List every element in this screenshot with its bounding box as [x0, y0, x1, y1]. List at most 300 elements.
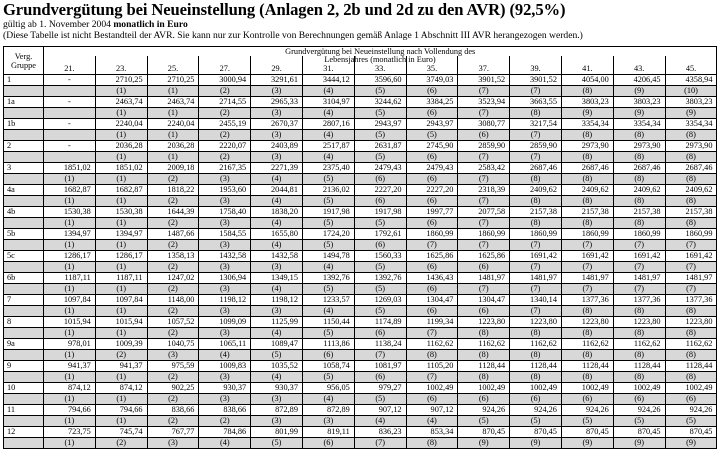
stage-row	[4, 86, 717, 97]
stage-cell: (3)	[199, 372, 251, 383]
age-span-header-line2: Lebensjahres (monatlich in Euro)	[324, 55, 436, 64]
salary-cell: 1002,49	[458, 383, 510, 394]
stage-cell: (6)	[561, 394, 613, 405]
salary-cell: 1349,15	[251, 273, 303, 284]
stage-cell	[44, 152, 96, 163]
salary-cell: 2687,46	[665, 163, 717, 174]
salary-cell: 1377,36	[561, 295, 613, 306]
stage-cell: (5)	[251, 438, 303, 449]
salary-cell: 1223,80	[613, 317, 665, 328]
age-label: 25.	[167, 64, 179, 73]
group-cell: 7	[4, 295, 44, 306]
stage-group-spacer	[4, 240, 44, 251]
salary-cell: 2409,62	[510, 185, 562, 196]
stage-cell: (8)	[561, 350, 613, 361]
stage-cell: (8)	[510, 350, 562, 361]
stage-cell: (4)	[302, 86, 354, 97]
age-label: 33.	[374, 64, 386, 73]
salary-cell: 1860,99	[510, 229, 562, 240]
salary-cell: 1040,75	[147, 339, 199, 350]
salary-cell: 1530,38	[44, 207, 96, 218]
stage-cell: (7)	[458, 174, 510, 185]
salary-cell: 2136,02	[302, 185, 354, 196]
table-row	[4, 251, 717, 262]
salary-cell: 2965,33	[251, 97, 303, 108]
stage-cell: (4)	[251, 240, 303, 251]
salary-cell: 1691,42	[510, 251, 562, 262]
stage-cell: (5)	[302, 196, 354, 207]
stage-group-spacer	[4, 218, 44, 229]
salary-cell: 1128,44	[561, 361, 613, 372]
salary-cell: 2670,37	[251, 119, 303, 130]
salary-cell: 1481,97	[665, 273, 717, 284]
salary-cell: 1089,47	[251, 339, 303, 350]
stage-cell: (2)	[147, 262, 199, 273]
stage-cell: (1)	[147, 152, 199, 163]
salary-cell: 2044,81	[251, 185, 303, 196]
group-header-line1: Verg.	[14, 51, 33, 61]
stage-cell: (8)	[561, 174, 613, 185]
stage-cell: (1)	[44, 240, 96, 251]
table-row	[4, 405, 717, 416]
stage-cell: (1)	[95, 394, 147, 405]
salary-cell: 3523,94	[458, 97, 510, 108]
stage-group-spacer	[4, 438, 44, 449]
stage-group-spacer	[4, 372, 44, 383]
salary-cell: 3803,23	[561, 97, 613, 108]
salary-cell: 979,27	[354, 383, 406, 394]
salary-cell: 2807,16	[302, 119, 354, 130]
salary-cell: 853,34	[406, 427, 458, 438]
salary-cell: 2463,74	[147, 97, 199, 108]
stage-cell: (6)	[354, 240, 406, 251]
salary-cell: 1002,49	[613, 383, 665, 394]
stage-cell: (1)	[44, 350, 96, 361]
age-label: 43.	[633, 64, 645, 73]
salary-cell: 2036,28	[95, 141, 147, 152]
stage-cell: (6)	[302, 438, 354, 449]
stage-row	[4, 240, 717, 251]
salary-cell: 930,37	[251, 383, 303, 394]
salary-cell: 1233,57	[302, 295, 354, 306]
stage-group-spacer	[4, 196, 44, 207]
salary-cell: 1792,61	[354, 229, 406, 240]
salary-cell: 1035,52	[251, 361, 303, 372]
salary-cell: 1113,86	[302, 339, 354, 350]
stage-cell: (1)	[95, 108, 147, 119]
stage-row	[4, 416, 717, 427]
salary-cell: 924,26	[458, 405, 510, 416]
stage-cell: (2)	[147, 416, 199, 427]
stage-cell: (5)	[251, 350, 303, 361]
stage-cell: (3)	[199, 394, 251, 405]
stage-row	[4, 306, 717, 317]
stage-cell: (7)	[665, 262, 717, 273]
salary-cell: 1286,17	[44, 251, 96, 262]
stage-cell: (1)	[44, 394, 96, 405]
table-row	[4, 427, 717, 438]
stage-cell: (2)	[199, 108, 251, 119]
stage-cell: (8)	[406, 438, 458, 449]
stage-group-spacer	[4, 262, 44, 273]
salary-table	[3, 46, 717, 449]
stage-cell: (6)	[406, 394, 458, 405]
salary-cell: 2583,42	[458, 163, 510, 174]
stage-cell: (1)	[44, 174, 96, 185]
salary-cell: 924,26	[613, 405, 665, 416]
group-cell: 5b	[4, 229, 44, 240]
stage-group-spacer	[4, 152, 44, 163]
stage-cell: (1)	[147, 108, 199, 119]
stage-cell: (8)	[665, 328, 717, 339]
stage-cell: (5)	[354, 130, 406, 141]
stage-cell: (3)	[199, 306, 251, 317]
group-cell: 1a	[4, 97, 44, 108]
stage-cell: (8)	[458, 328, 510, 339]
salary-cell: 872,89	[251, 405, 303, 416]
stage-cell: (8)	[665, 196, 717, 207]
stage-row	[4, 350, 717, 361]
salary-cell: 870,45	[510, 427, 562, 438]
salary-cell: 1128,44	[613, 361, 665, 372]
stage-cell: (1)	[44, 218, 96, 229]
stage-cell: (5)	[354, 262, 406, 273]
stage-cell: (2)	[199, 152, 251, 163]
stage-cell: (4)	[199, 350, 251, 361]
stage-cell: (3)	[199, 284, 251, 295]
group-cell: 4b	[4, 207, 44, 218]
stage-cell: (7)	[458, 284, 510, 295]
table-row	[4, 75, 717, 86]
stage-cell: (5)	[613, 416, 665, 427]
stage-cell: (2)	[147, 196, 199, 207]
salary-cell: 1002,49	[406, 383, 458, 394]
header-row-ages	[4, 56, 717, 75]
stage-cell: (8)	[613, 152, 665, 163]
stage-cell: (6)	[406, 284, 458, 295]
salary-cell: 1097,84	[95, 295, 147, 306]
stage-cell: (5)	[354, 284, 406, 295]
stage-cell: (8)	[665, 174, 717, 185]
stage-cell: (1)	[44, 284, 96, 295]
salary-cell: 794,66	[95, 405, 147, 416]
salary-cell: 3291,61	[251, 75, 303, 86]
salary-cell: 1148,00	[147, 295, 199, 306]
stage-cell: (8)	[665, 350, 717, 361]
stage-cell: (8)	[665, 130, 717, 141]
salary-cell: 3354,34	[561, 119, 613, 130]
salary-cell: 2973,90	[613, 141, 665, 152]
stage-cell: (6)	[354, 372, 406, 383]
stage-cell: (1)	[95, 86, 147, 97]
salary-cell: 1758,40	[199, 207, 251, 218]
salary-cell: 2859,90	[458, 141, 510, 152]
salary-cell: 1223,80	[458, 317, 510, 328]
table-row	[4, 163, 717, 174]
salary-cell: 870,45	[613, 427, 665, 438]
stage-cell: (1)	[95, 196, 147, 207]
salary-cell: 801,99	[251, 427, 303, 438]
stage-group-spacer	[4, 174, 44, 185]
stage-group-spacer	[4, 130, 44, 141]
stage-cell	[44, 130, 96, 141]
stage-cell	[44, 108, 96, 119]
stage-cell: (6)	[354, 328, 406, 339]
salary-cell: 1223,80	[510, 317, 562, 328]
stage-cell: (3)	[199, 328, 251, 339]
stage-group-spacer	[4, 86, 44, 97]
group-cell: 10	[4, 383, 44, 394]
salary-cell: 784,86	[199, 427, 251, 438]
salary-cell: 1432,58	[251, 251, 303, 262]
stage-cell: (9)	[613, 86, 665, 97]
salary-cell: 2631,87	[354, 141, 406, 152]
salary-cell: 1691,42	[613, 251, 665, 262]
salary-cell: 1058,74	[302, 361, 354, 372]
salary-cell: 1917,98	[354, 207, 406, 218]
salary-cell: 1187,11	[95, 273, 147, 284]
stage-cell: (6)	[406, 306, 458, 317]
salary-cell: 2240,04	[147, 119, 199, 130]
salary-cell: 3217,54	[510, 119, 562, 130]
salary-cell: 1162,62	[458, 339, 510, 350]
salary-cell: 1128,44	[458, 361, 510, 372]
stage-cell: (8)	[458, 350, 510, 361]
stage-row	[4, 130, 717, 141]
age-label: 39.	[530, 64, 541, 73]
stage-cell: (4)	[302, 306, 354, 317]
stage-cell: (6)	[354, 174, 406, 185]
salary-cell: 1860,99	[406, 229, 458, 240]
stage-cell: (8)	[561, 328, 613, 339]
salary-cell: 2157,38	[613, 207, 665, 218]
age-label: 23.	[116, 64, 127, 73]
stage-cell: (9)	[665, 438, 717, 449]
group-cell: 3	[4, 163, 44, 174]
salary-cell: 1138,24	[354, 339, 406, 350]
stage-cell: (2)	[199, 130, 251, 141]
stage-cell: (6)	[613, 394, 665, 405]
stage-cell: (2)	[147, 372, 199, 383]
stage-group-spacer	[4, 108, 44, 119]
stage-group-spacer	[4, 350, 44, 361]
stage-cell: (3)	[251, 152, 303, 163]
salary-cell: 3080,77	[458, 119, 510, 130]
stage-cell: (7)	[613, 262, 665, 273]
stage-cell: (1)	[95, 218, 147, 229]
salary-cell: 1269,03	[354, 295, 406, 306]
stage-cell: (7)	[458, 86, 510, 97]
salary-cell: 1162,62	[561, 339, 613, 350]
stage-cell: (7)	[510, 284, 562, 295]
stage-cell: (1)	[44, 438, 96, 449]
stage-cell: (1)	[95, 262, 147, 273]
stage-cell: (6)	[458, 130, 510, 141]
stage-cell: (1)	[44, 262, 96, 273]
stage-cell: (5)	[665, 416, 717, 427]
stage-cell: (9)	[561, 108, 613, 119]
stage-cell: (7)	[458, 152, 510, 163]
stage-group-spacer	[4, 416, 44, 427]
stage-cell: (7)	[613, 240, 665, 251]
age-label: 27.	[219, 64, 230, 73]
salary-cell: 2943,97	[406, 119, 458, 130]
stage-cell: (8)	[561, 372, 613, 383]
stage-cell: (4)	[251, 284, 303, 295]
salary-cell: 2409,62	[613, 185, 665, 196]
salary-cell: 1953,60	[199, 185, 251, 196]
stage-cell: (4)	[302, 108, 354, 119]
salary-cell: 956,05	[302, 383, 354, 394]
stage-cell: (5)	[302, 240, 354, 251]
salary-cell: 2859,90	[510, 141, 562, 152]
stage-cell: (8)	[510, 108, 562, 119]
salary-cell: 1560,33	[354, 251, 406, 262]
salary-cell: 1081,97	[354, 361, 406, 372]
salary-cell: 3901,52	[458, 75, 510, 86]
salary-cell: 1304,47	[458, 295, 510, 306]
salary-cell: 3596,60	[354, 75, 406, 86]
stage-row	[4, 372, 717, 383]
age-label: 31.	[323, 64, 334, 73]
salary-cell: 4054,00	[561, 75, 613, 86]
group-cell: 8	[4, 317, 44, 328]
stage-cell: (3)	[199, 174, 251, 185]
stage-cell: (6)	[458, 394, 510, 405]
salary-cell: 2479,43	[406, 163, 458, 174]
salary-cell: 2479,43	[354, 163, 406, 174]
age-label: 41.	[582, 64, 593, 73]
salary-cell: 872,89	[302, 405, 354, 416]
group-cell: 5c	[4, 251, 44, 262]
age-span-header-line1: Grundvergütung bei Neueinstellung nach Vollendung des	[285, 47, 476, 56]
stage-cell: (8)	[613, 306, 665, 317]
stage-cell: (9)	[510, 438, 562, 449]
salary-cell: 874,12	[95, 383, 147, 394]
stage-cell: (6)	[406, 152, 458, 163]
stage-row	[4, 284, 717, 295]
salary-cell: 1002,49	[510, 383, 562, 394]
stage-cell: (6)	[406, 196, 458, 207]
salary-cell: 4358,94	[665, 75, 717, 86]
salary-cell: 1125,99	[251, 317, 303, 328]
table-row	[4, 141, 717, 152]
salary-cell: 1009,83	[199, 361, 251, 372]
salary-cell: 3803,23	[613, 97, 665, 108]
stage-cell: (2)	[95, 438, 147, 449]
salary-cell: 2710,25	[95, 75, 147, 86]
stage-cell: (8)	[613, 130, 665, 141]
stage-cell: (1)	[44, 416, 96, 427]
group-cell: 4a	[4, 185, 44, 196]
salary-cell: 2409,62	[665, 185, 717, 196]
salary-cell: 1065,11	[199, 339, 251, 350]
stage-cell: (8)	[665, 306, 717, 317]
salary-cell: 1997,77	[406, 207, 458, 218]
stage-cell: (3)	[199, 262, 251, 273]
salary-cell: 2227,20	[354, 185, 406, 196]
age-label: 37.	[478, 64, 489, 73]
salary-cell: 1162,62	[613, 339, 665, 350]
stage-cell: (8)	[406, 350, 458, 361]
stage-cell: (3)	[251, 416, 303, 427]
age-label: 29.	[271, 64, 282, 73]
salary-cell: 3244,62	[354, 97, 406, 108]
stage-row	[4, 152, 717, 163]
salary-cell: 2167,35	[199, 163, 251, 174]
salary-cell: 1860,99	[458, 229, 510, 240]
stage-cell: (1)	[44, 306, 96, 317]
salary-cell: 2271,39	[251, 163, 303, 174]
stage-cell: (5)	[302, 284, 354, 295]
salary-cell: 1105,20	[406, 361, 458, 372]
salary-cell: 1002,49	[665, 383, 717, 394]
table-row	[4, 119, 717, 130]
salary-cell: 1917,98	[302, 207, 354, 218]
table-row	[4, 97, 717, 108]
stage-cell: (4)	[302, 152, 354, 163]
salary-cell: 2463,74	[95, 97, 147, 108]
stage-cell: (3)	[147, 438, 199, 449]
salary-cell: 941,37	[44, 361, 96, 372]
salary-cell: 1099,09	[199, 317, 251, 328]
salary-cell: 1304,47	[406, 295, 458, 306]
stage-row	[4, 108, 717, 119]
salary-cell: 2943,97	[354, 119, 406, 130]
salary-cell: 870,45	[458, 427, 510, 438]
salary-cell: 2009,18	[147, 163, 199, 174]
salary-cell: 1174,89	[354, 317, 406, 328]
stage-cell: (1)	[95, 284, 147, 295]
salary-cell: 3663,55	[510, 97, 562, 108]
stage-cell	[44, 86, 96, 97]
stage-cell: (3)	[251, 262, 303, 273]
salary-cell: 2745,90	[406, 141, 458, 152]
salary-cell: 1002,49	[561, 383, 613, 394]
page-title: Grundvergütung bei Neueinstellung (Anlagen 2, 2b und 2d zu den AVR) (92,5%)	[3, 0, 566, 19]
salary-cell: 2687,46	[613, 163, 665, 174]
stage-cell: (1)	[95, 240, 147, 251]
stage-row	[4, 218, 717, 229]
stage-cell: (8)	[561, 130, 613, 141]
salary-cell: 1724,20	[302, 229, 354, 240]
stage-cell: (2)	[199, 86, 251, 97]
salary-cell: 1009,39	[95, 339, 147, 350]
stage-cell: (2)	[95, 350, 147, 361]
stage-cell: (9)	[561, 438, 613, 449]
table-row	[4, 383, 717, 394]
stage-cell: (4)	[199, 438, 251, 449]
stage-cell: (1)	[95, 130, 147, 141]
stage-cell: (8)	[561, 196, 613, 207]
stage-cell: (5)	[302, 174, 354, 185]
salary-cell: 3354,34	[665, 119, 717, 130]
stage-cell: (8)	[510, 174, 562, 185]
salary-cell: 1199,34	[406, 317, 458, 328]
salary-cell: 3749,03	[406, 75, 458, 86]
stage-cell: (7)	[510, 86, 562, 97]
stage-cell: (7)	[406, 372, 458, 383]
salary-cell: 819,11	[302, 427, 354, 438]
salary-cell: 870,45	[561, 427, 613, 438]
salary-cell: 1851,02	[44, 163, 96, 174]
salary-cell: 2157,38	[561, 207, 613, 218]
salary-cell: 2403,89	[251, 141, 303, 152]
salary-cell: 1097,84	[44, 295, 96, 306]
salary-cell: 941,37	[95, 361, 147, 372]
salary-cell: 1015,94	[44, 317, 96, 328]
salary-cell: 1150,44	[302, 317, 354, 328]
